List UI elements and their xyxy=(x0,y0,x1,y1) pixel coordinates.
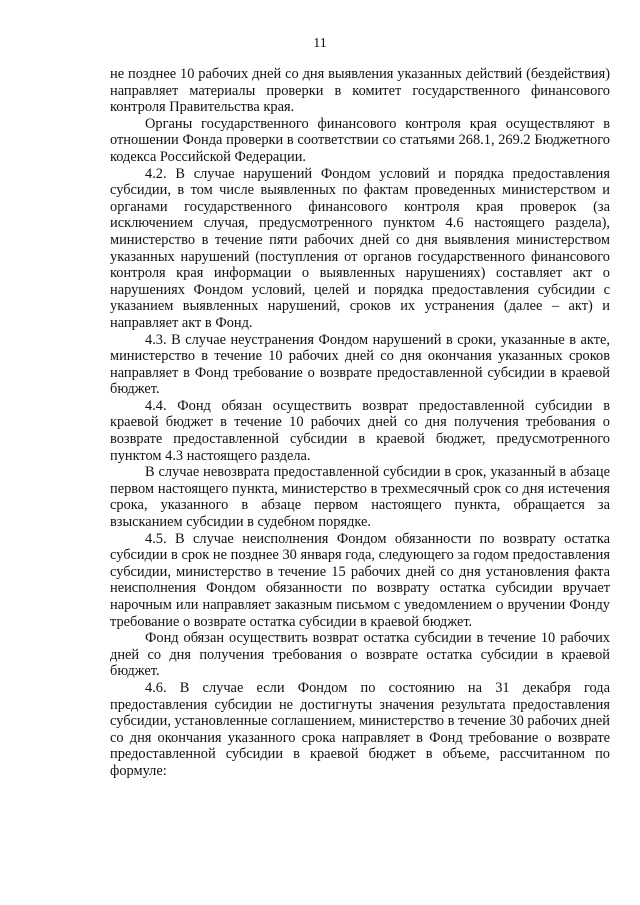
page-number: 11 xyxy=(313,36,327,51)
paragraph-4-6-results-not-achieved: 4.6. В случае если Фондом по состоянию на 31 декабря года предоставления субсидии не достигнуты значения результата предоставления субсидии, установленные соглашением, министерство в течение 30 рабочих дней со дня окончания указанного срока направляет в Фонд требование о возврате предоставленной субсидии в краевой бюджет в объеме, рассчитанном по формуле: xyxy=(110,679,610,779)
paragraph-reporting-to-committee: не позднее 10 рабочих дней со дня выявления указанных действий (бездействия) направляет материалы проверки в комитет государственного финансового контроля Правительства края. xyxy=(110,66,610,116)
paragraph-4-4-refund-obligation: 4.4. Фонд обязан осуществить возврат предоставленной субсидии в краевой бюджет в течение 10 рабочих дней со дня получения требования о возврате предоставленной субсидии в краевой бюджет, предусмотренного пунктом 4.3 настоящего раздела. xyxy=(110,397,610,464)
paragraph-4-2-violations-act: 4.2. В случае нарушений Фондом условий и порядка предоставления субсидии, в том числе выявленных по фактам проведенных министерством и органами государственного финансового контроля края проверок (за исключением случая, предусмотренного пунктом 4.6 настоящего раздела), министерство в течение пяти рабочих дней со дня выявления министерством указанных нарушений (поступления от органов государственного финансового контроля края информации о выявленных нарушениях) составляет акт о нарушениях Фондом условий, целей и порядка предоставления субсидии с указанием выявленных нарушений, сроков их устранения (далее – акт) и направляет акт в Фонд. xyxy=(110,165,610,331)
paragraph-court-recovery: В случае невозврата предоставленной субсидии в срок, указанный в абзаце первом настоящего пункта, министерство в трехмесячный срок со дня истечения срока, указанного в абзаце первом настоящего пункта, обращается за взысканием субсидии в судебном порядке. xyxy=(110,464,610,531)
paragraph-4-3-refund-demand: 4.3. В случае неустранения Фондом нарушений в сроки, указанные в акте, министерство в течение 10 рабочих дней со дня окончания указанных сроков направляет в Фонд требование о возврате предоставленной субсидии в краевой бюджет. xyxy=(110,331,610,398)
paragraph-4-5-remainder-return: 4.5. В случае неисполнения Фондом обязанности по возврату остатка субсидии в срок не позднее 30 января года, следующего за годом предоставления субсидии, министерство в течение 15 рабочих дней со дня установления факта неисполнения Фондом обязанности по возврату остатка субсидии вручает нарочным или направляет заказным письмом с уведомлением о вручении Фонду требование о возврате остатка субсидии в краевой бюджет. xyxy=(110,530,610,630)
document-body xyxy=(110,66,610,780)
paragraph-financial-control-checks: Органы государственного финансового контроля края осуществляют в отношении Фонда проверки в соответствии со статьями 268.1, 269.2 Бюджетного кодекса Российской Федерации. xyxy=(110,115,610,165)
paragraph-remainder-deadline: Фонд обязан осуществить возврат остатка субсидии в течение 10 рабочих дней со дня получения требования о возврате остатка субсидии в краевой бюджет. xyxy=(110,630,610,680)
